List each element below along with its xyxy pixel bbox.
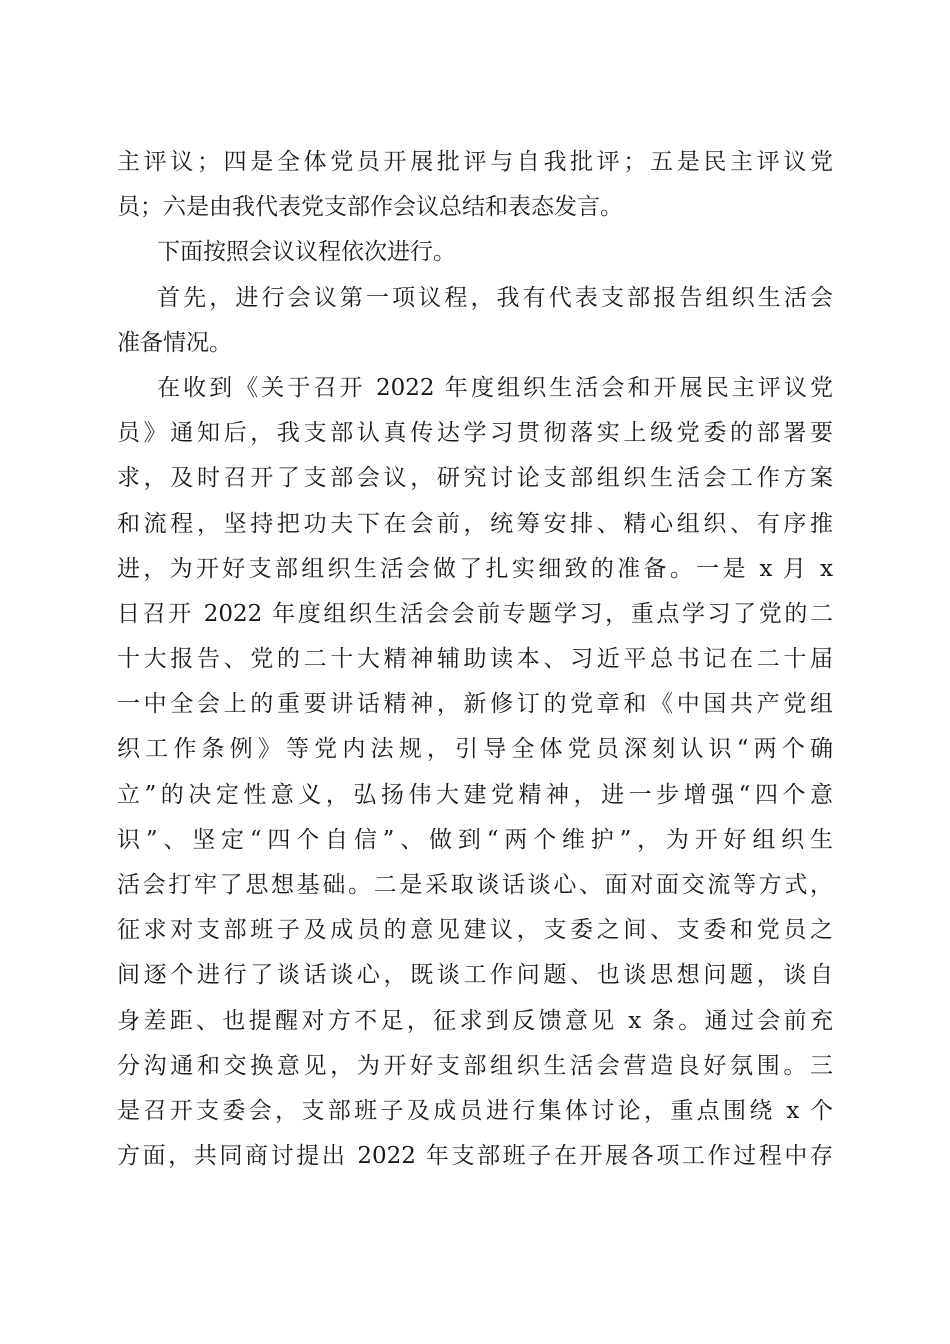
text-line: 身差距、也提醒对方不足，征求到反馈意见 x 条。通过会前充 xyxy=(117,1007,833,1034)
text-line: 员》通知后，我支部认真传达学习贯彻落实上级党委的部署要 xyxy=(117,420,833,447)
text-line: 征求对支部班子及成员的意见建议，支委之间、支委和党员之 xyxy=(117,917,833,944)
text-line: 和流程，坚持把功夫下在会前，统筹安排、精心组织、有序推 xyxy=(117,510,833,537)
text-line: 求，及时召开了支部会议，研究讨论支部组织生活会工作方案 xyxy=(117,465,833,492)
text-line: 准备情况。 xyxy=(117,329,232,356)
text-line: 织工作条例》等党内法规，引导全体党员深刻认识“两个确 xyxy=(117,736,833,763)
text-line: 进，为开好支部组织生活会做了扎实细致的准备。一是 x 月 x xyxy=(117,555,833,582)
text-line: 识”、坚定“四个自信”、做到“两个维护”，为开好组织生 xyxy=(117,826,833,853)
body-text xyxy=(117,140,833,1179)
text-line: 是召开支委会，支部班子及成员进行集体讨论，重点围绕 x 个 xyxy=(117,1097,833,1124)
text-line: 在收到《关于召开 2022 年度组织生活会和开展民主评议党 xyxy=(157,374,833,401)
text-line: 方面，共同商讨提出 2022 年支部班子在开展各项工作过程中存 xyxy=(117,1143,833,1170)
text-line: 日召开 2022 年度组织生活会会前专题学习，重点学习了党的二 xyxy=(117,600,833,627)
text-line: 活会打牢了思想基础。二是采取谈话谈心、面对面交流等方式， xyxy=(117,872,833,898)
text-line: 间逐个进行了谈话谈心，既谈工作问题、也谈思想问题，谈自 xyxy=(117,962,833,989)
text-line: 十大报告、党的二十大精神辅助读本、习近平总书记在二十届 xyxy=(117,646,833,673)
text-line: 立”的决定性意义，弘扬伟大建党精神，进一步增强“四个意 xyxy=(117,781,833,808)
text-line: 员；六是由我代表党支部作会议总结和表态发言。 xyxy=(117,194,623,221)
text-line: 首先，进行会议第一项议程，我有代表支部报告组织生活会 xyxy=(157,284,833,311)
text-line: 主评议；四是全体党员开展批评与自我批评；五是民主评议党 xyxy=(117,149,833,175)
text-line: 分沟通和交换意见，为开好支部组织生活会营造良好氛围。三 xyxy=(117,1052,833,1079)
text-line: 一中全会上的重要讲话精神，新修订的党章和《中国共产党组 xyxy=(117,691,833,718)
text-line: 下面按照会议议程依次进行。 xyxy=(157,239,456,266)
